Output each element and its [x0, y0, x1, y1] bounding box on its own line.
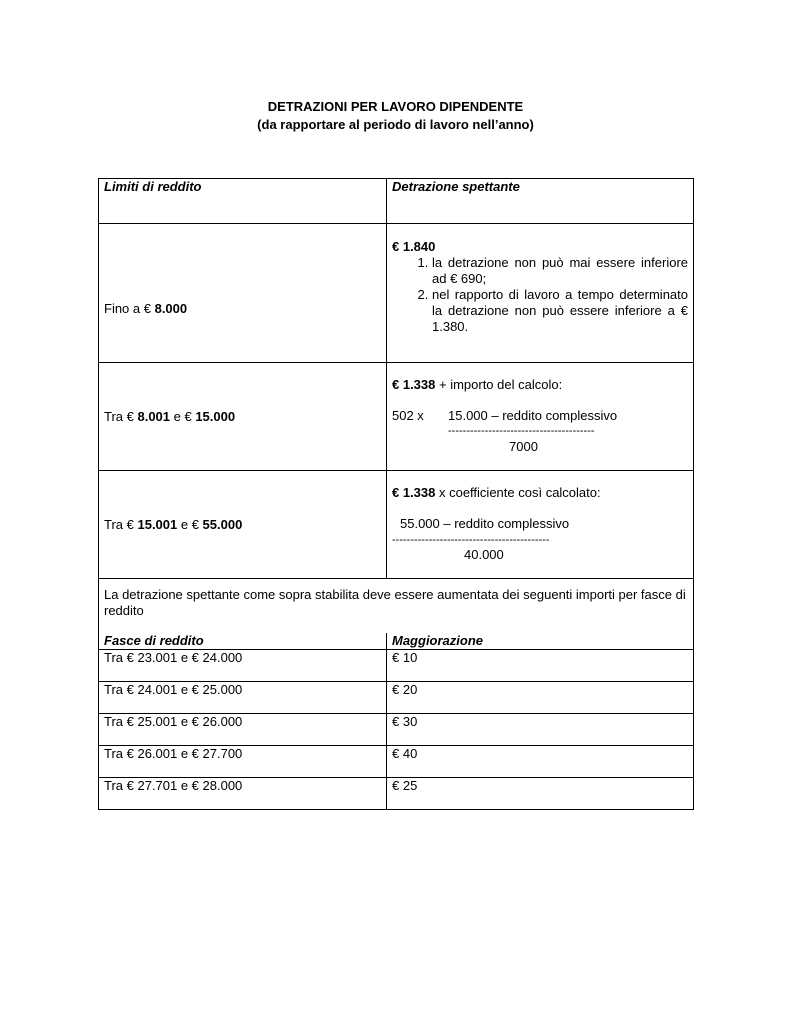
row3-limit-cell: [99, 471, 387, 579]
row2-denominator: 7000: [509, 439, 538, 454]
table-row: [99, 650, 694, 682]
header-income-bands: Fasce di reddito: [99, 633, 387, 650]
fasce-header-row: [99, 633, 694, 650]
increase-note-row: [99, 579, 694, 634]
row2-multiplier: 502 x: [392, 408, 424, 423]
fascia-amount: € 40: [387, 746, 694, 778]
table-row: [99, 224, 694, 363]
row3-limit-to: 55.000: [202, 516, 243, 532]
row3-limit-mid: e €: [177, 516, 203, 532]
header-deduction: Detrazione spettante: [387, 179, 694, 224]
list-item: 2. nel rapporto di lavoro a tempo determinato la detrazione non può essere inferiore a € 1.380.: [432, 287, 688, 335]
fascia-range: Tra € 25.001 e € 26.000: [99, 714, 387, 746]
row3-amount-suffix: x coefficiente così calcolato:: [435, 485, 601, 500]
row1-deduction-cell: [387, 224, 694, 363]
row1-limit-prefix: Fino a €: [104, 300, 155, 316]
increase-note: La detrazione spettante come sopra stabilita deve essere aumentata dei seguenti importi per fasce di reddito: [99, 579, 694, 634]
table-row: [99, 714, 694, 746]
row3-limit-from: 15.001: [137, 516, 178, 532]
row3-deduction-cell: [387, 471, 694, 579]
row1-limit-value: 8.000: [154, 300, 188, 316]
row2-limit-mid: e €: [170, 408, 196, 424]
row2-amount: € 1.338: [392, 377, 436, 392]
fascia-amount: € 10: [387, 650, 694, 682]
table-header-row: [99, 179, 694, 224]
list-item: 1. la detrazione non può mai essere inferiore ad € 690;: [432, 255, 688, 287]
title-line-1: DETRAZIONI PER LAVORO DIPENDENTE: [267, 99, 524, 114]
title-line-2: (da rapportare al periodo di lavoro nell’anno): [257, 117, 534, 132]
table-row: [99, 746, 694, 778]
table-row: [99, 363, 694, 471]
row2-divider: ----------------------------------------: [448, 425, 595, 437]
table-row: [99, 682, 694, 714]
deductions-table: [98, 178, 694, 810]
row3-denominator: 40.000: [464, 547, 504, 562]
fascia-range: Tra € 27.701 e € 28.000: [99, 778, 387, 810]
row3-amount: € 1.338: [392, 485, 436, 500]
row3-divider: -------------------------------------------: [392, 534, 550, 546]
fascia-range: Tra € 23.001 e € 24.000: [99, 650, 387, 682]
fascia-amount: € 25: [387, 778, 694, 810]
document-title: [0, 98, 791, 134]
header-income-limits: Limiti di reddito: [99, 179, 387, 224]
row2-numerator: 15.000 – reddito complessivo: [448, 408, 618, 423]
row2-limit-from: 8.001: [137, 408, 171, 424]
row2-deduction-cell: [387, 363, 694, 471]
row2-limit-cell: [99, 363, 387, 471]
row1-conditions-list: [392, 255, 688, 335]
row3-numerator: 55.000 – reddito complessivo: [400, 516, 570, 531]
table-row: [99, 471, 694, 579]
fascia-amount: € 20: [387, 682, 694, 714]
row2-amount-suffix: + importo del calcolo:: [435, 377, 563, 392]
row2-limit-to: 15.000: [195, 408, 236, 424]
row1-amount: € 1.840: [392, 239, 436, 254]
row1-limit-cell: [99, 224, 387, 363]
fascia-range: Tra € 26.001 e € 27.700: [99, 746, 387, 778]
fascia-amount: € 30: [387, 714, 694, 746]
row3-limit-prefix: Tra €: [104, 516, 138, 532]
row2-limit-prefix: Tra €: [104, 408, 138, 424]
header-increase: Maggiorazione: [387, 633, 694, 650]
fascia-range: Tra € 24.001 e € 25.000: [99, 682, 387, 714]
table-row: [99, 778, 694, 810]
